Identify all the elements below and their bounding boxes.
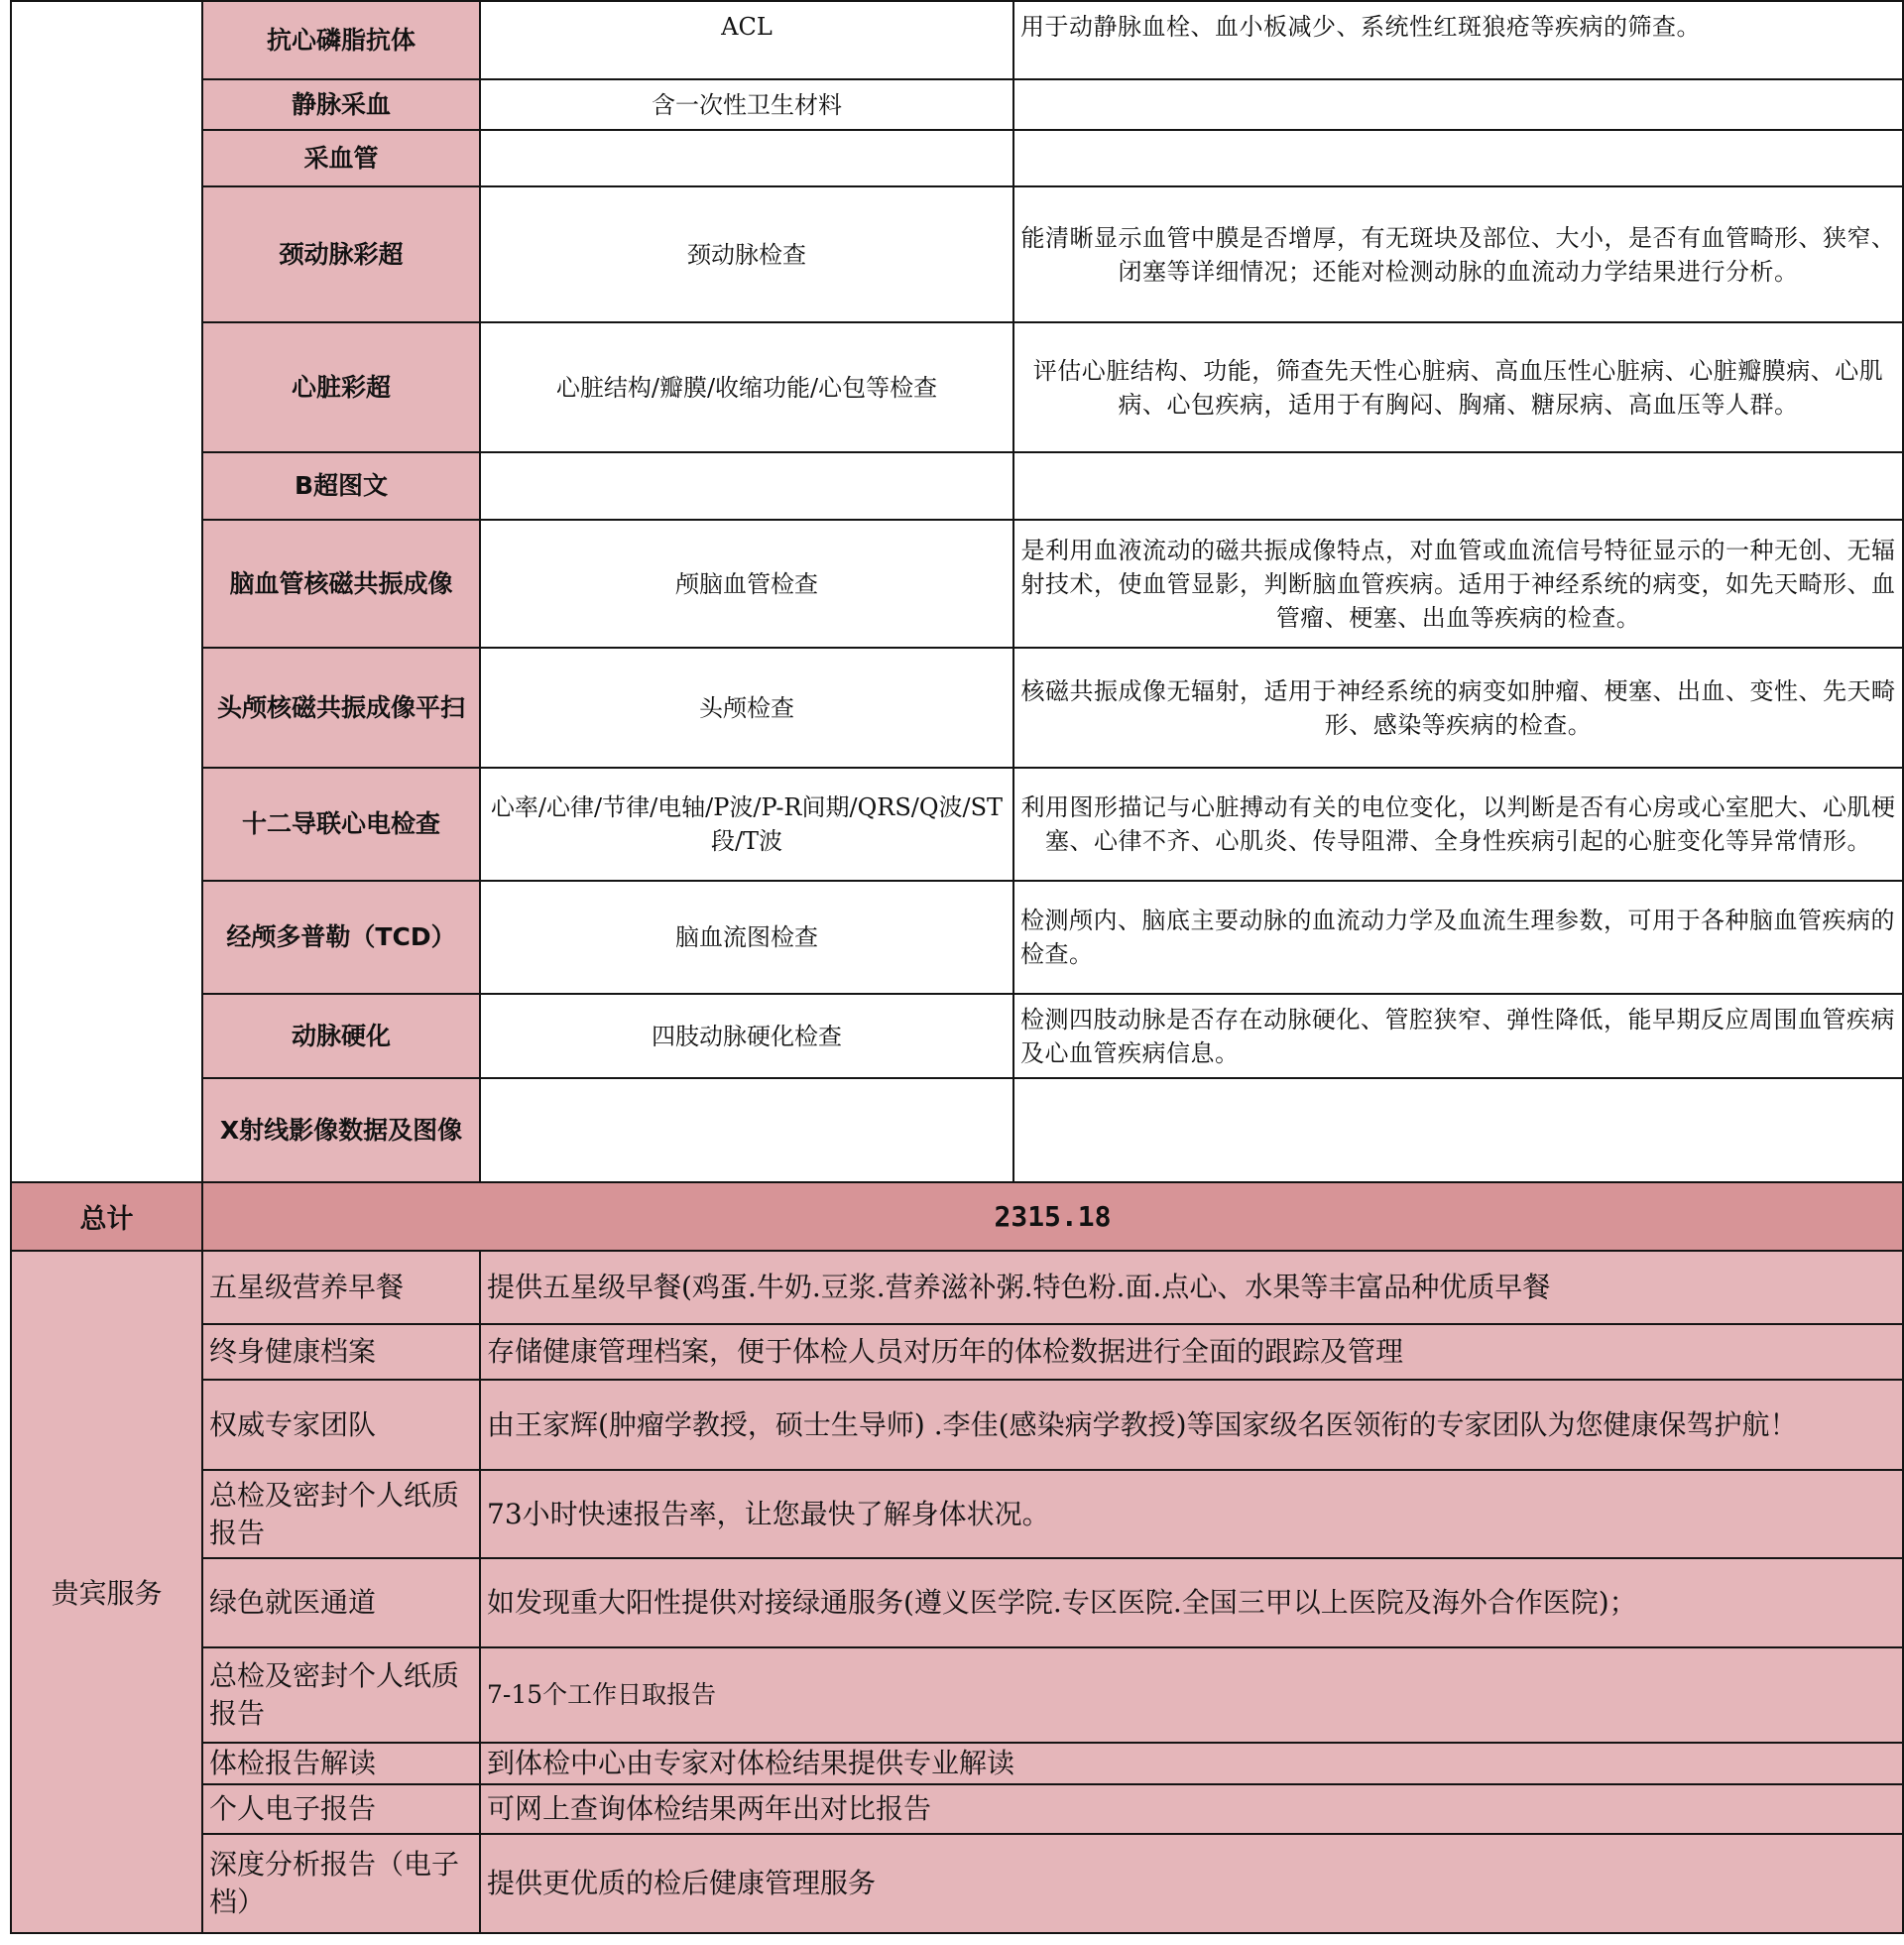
item-name: B超图文 xyxy=(202,452,480,520)
exam-package-table xyxy=(10,0,1904,1934)
vip-service-row xyxy=(11,1834,1903,1933)
vip-service-row xyxy=(11,1647,1903,1743)
service-description: 到体检中心由专家对体检结果提供专业解读 xyxy=(480,1743,1903,1784)
item-content: 脑血流图检查 xyxy=(480,881,1013,994)
table-row xyxy=(11,648,1903,768)
service-description: 7-15个工作日取报告 xyxy=(480,1647,1903,1743)
vip-service-row xyxy=(11,1324,1903,1380)
vip-service-row xyxy=(11,1784,1903,1834)
item-description: 利用图形描记与心脏搏动有关的电位变化，以判断是否有心房或心室肥大、心肌梗塞、心律不齐、心肌炎、传导阻滞、全身性疾病引起的心脏变化等异常情形。 xyxy=(1013,768,1903,881)
item-content: 含一次性卫生材料 xyxy=(480,79,1013,130)
service-description: 由王家辉(肿瘤学教授，硕士生导师) .李佳(感染病学教授)等国家级名医领衔的专家团队为您健康保驾护航！ xyxy=(480,1380,1903,1470)
category-cell-empty xyxy=(11,1,202,1182)
vip-service-row xyxy=(11,1470,1903,1558)
item-content xyxy=(480,452,1013,520)
item-description: 用于动静脉血栓、血小板减少、系统性红斑狼疮等疾病的筛查。 xyxy=(1013,1,1903,79)
service-name: 体检报告解读 xyxy=(202,1743,480,1784)
item-name: 心脏彩超 xyxy=(202,322,480,452)
item-description: 能清晰显示血管中膜是否增厚，有无斑块及部位、大小，是否有血管畸形、狭窄、闭塞等详细情况；还能对检测动脉的血流动力学结果进行分析。 xyxy=(1013,186,1903,322)
item-content xyxy=(480,1078,1013,1182)
table-row xyxy=(11,994,1903,1078)
table-row xyxy=(11,1078,1903,1182)
service-name: 权威专家团队 xyxy=(202,1380,480,1470)
item-description: 评估心脏结构、功能，筛查先天性心脏病、高血压性心脏病、心脏瓣膜病、心肌病、心包疾病，适用于有胸闷、胸痛、糖尿病、高血压等人群。 xyxy=(1013,322,1903,452)
item-content xyxy=(480,130,1013,186)
item-description xyxy=(1013,1078,1903,1182)
table-row xyxy=(11,130,1903,186)
item-description xyxy=(1013,79,1903,130)
item-name: 颈动脉彩超 xyxy=(202,186,480,322)
item-description xyxy=(1013,130,1903,186)
vip-service-row xyxy=(11,1558,1903,1647)
table-row xyxy=(11,186,1903,322)
item-name: 十二导联心电检查 xyxy=(202,768,480,881)
item-content: ACL xyxy=(480,1,1013,79)
item-content: 心率/心律/节律/电轴/P波/P-R间期/QRS/Q波/ST段/T波 xyxy=(480,768,1013,881)
item-name: 脑血管核磁共振成像 xyxy=(202,520,480,648)
vip-service-row xyxy=(11,1251,1903,1324)
total-label: 总计 xyxy=(11,1182,202,1251)
service-description: 存储健康管理档案，便于体检人员对历年的体检数据进行全面的跟踪及管理 xyxy=(480,1324,1903,1380)
item-content: 头颅检查 xyxy=(480,648,1013,768)
item-description: 检测颅内、脑底主要动脉的血流动力学及血流生理参数，可用于各种脑血管疾病的检查。 xyxy=(1013,881,1903,994)
service-description: 提供更优质的检后健康管理服务 xyxy=(480,1834,1903,1933)
vip-service-row xyxy=(11,1380,1903,1470)
item-content: 颅脑血管检查 xyxy=(480,520,1013,648)
service-name: 总检及密封个人纸质报告 xyxy=(202,1647,480,1743)
total-row xyxy=(11,1182,1903,1251)
total-value: 2315.18 xyxy=(202,1182,1903,1251)
item-content: 心脏结构/瓣膜/收缩功能/心包等检查 xyxy=(480,322,1013,452)
table-row xyxy=(11,452,1903,520)
service-description: 可网上查询体检结果两年出对比报告 xyxy=(480,1784,1903,1834)
vip-category: 贵宾服务 xyxy=(11,1251,202,1933)
service-name: 个人电子报告 xyxy=(202,1784,480,1834)
item-description: 检测四肢动脉是否存在动脉硬化、管腔狭窄、弹性降低，能早期反应周围血管疾病及心血管疾病信息。 xyxy=(1013,994,1903,1078)
item-content: 颈动脉检查 xyxy=(480,186,1013,322)
service-name: 五星级营养早餐 xyxy=(202,1251,480,1324)
item-name: 经颅多普勒（TCD） xyxy=(202,881,480,994)
service-description: 73小时快速报告率，让您最快了解身体状况。 xyxy=(480,1470,1903,1558)
table-row xyxy=(11,322,1903,452)
vip-service-row xyxy=(11,1743,1903,1784)
service-name: 深度分析报告（电子档） xyxy=(202,1834,480,1933)
item-description: 核磁共振成像无辐射，适用于神经系统的病变如肿瘤、梗塞、出血、变性、先天畸形、感染等疾病的检查。 xyxy=(1013,648,1903,768)
item-name: 动脉硬化 xyxy=(202,994,480,1078)
table-row xyxy=(11,79,1903,130)
service-description: 提供五星级早餐(鸡蛋.牛奶.豆浆.营养滋补粥.特色粉.面.点心、水果等丰富品种优质早餐 xyxy=(480,1251,1903,1324)
table-row xyxy=(11,520,1903,648)
service-name: 总检及密封个人纸质报告 xyxy=(202,1470,480,1558)
service-description: 如发现重大阳性提供对接绿通服务(遵义医学院.专区医院.全国三甲以上医院及海外合作医院)； xyxy=(480,1558,1903,1647)
item-content: 四肢动脉硬化检查 xyxy=(480,994,1013,1078)
service-name: 终身健康档案 xyxy=(202,1324,480,1380)
table-row xyxy=(11,881,1903,994)
item-description: 是利用血液流动的磁共振成像特点，对血管或血流信号特征显示的一种无创、无辐射技术，使血管显影，判断脑血管疾病。适用于神经系统的病变，如先天畸形、血管瘤、梗塞、出血等疾病的检查。 xyxy=(1013,520,1903,648)
service-name: 绿色就医通道 xyxy=(202,1558,480,1647)
item-name: 采血管 xyxy=(202,130,480,186)
table-row xyxy=(11,768,1903,881)
table-row xyxy=(11,1,1903,79)
item-name: 抗心磷脂抗体 xyxy=(202,1,480,79)
item-name: 头颅核磁共振成像平扫 xyxy=(202,648,480,768)
item-name: X射线影像数据及图像 xyxy=(202,1078,480,1182)
item-name: 静脉采血 xyxy=(202,79,480,130)
item-description xyxy=(1013,452,1903,520)
